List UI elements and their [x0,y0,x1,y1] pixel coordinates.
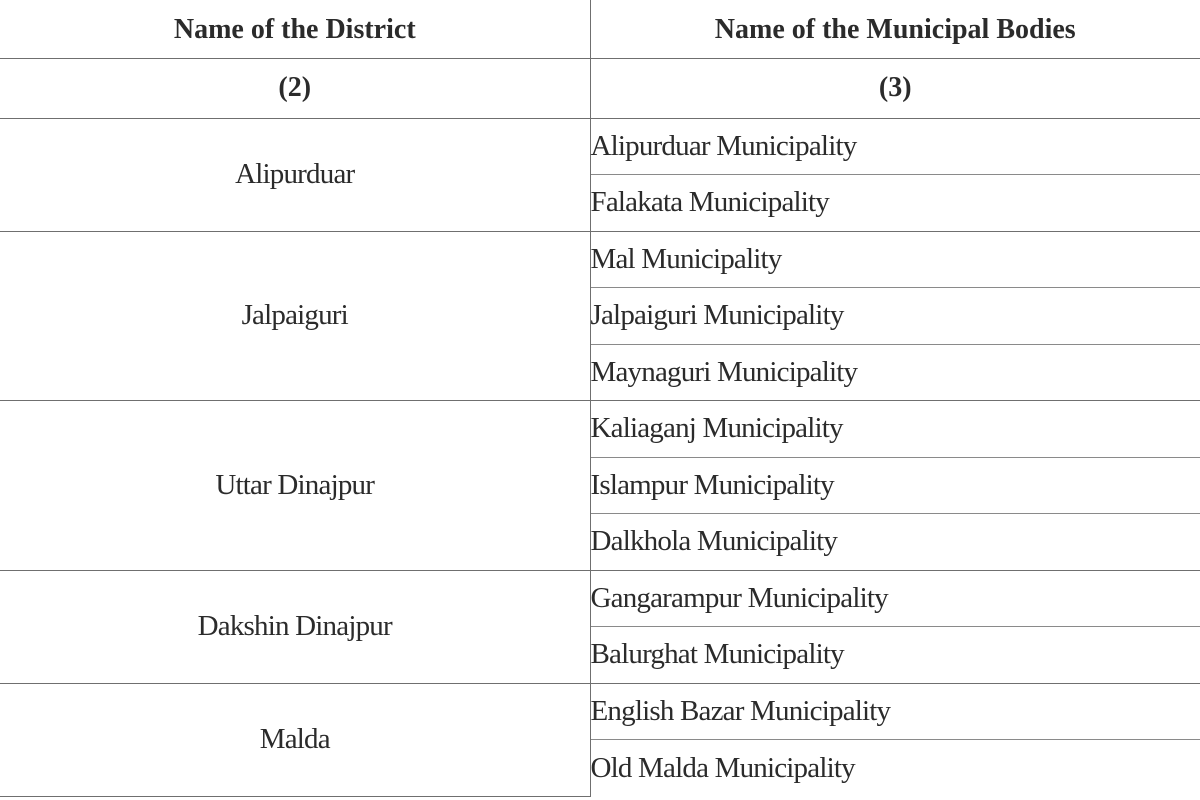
table-row [0,231,1200,288]
column-number-row [0,58,1200,118]
municipal-body-cell: Islampur Municipality [590,457,1200,514]
district-cell: Alipurduar [0,118,590,231]
table-body [0,118,1200,796]
district-cell: Malda [0,683,590,796]
municipal-body-cell: Falakata Municipality [590,175,1200,232]
bodies-column-number: (3) [590,58,1200,118]
municipal-body-cell: Maynaguri Municipality [590,344,1200,401]
municipal-body-cell: Dalkhola Municipality [590,514,1200,571]
table-row [0,570,1200,627]
table-row [0,118,1200,175]
header-row [0,0,1200,58]
table-row [0,401,1200,458]
municipal-body-cell: Old Malda Municipality [590,751,855,784]
district-cell: Dakshin Dinajpur [0,570,590,683]
municipal-body-cell: Alipurduar Municipality [590,118,1200,175]
municipal-body-cell: Gangarampur Municipality [590,570,1200,627]
municipal-body-cell: Balurghat Municipality [590,627,1200,684]
municipal-body-cell: Jalpaiguri Municipality [590,288,1200,345]
district-column-header: Name of the District [0,0,590,58]
bodies-column-header: Name of the Municipal Bodies [590,0,1200,58]
district-cell: Jalpaiguri [0,231,590,401]
table-header [0,0,1200,118]
municipal-body-cell: English Bazar Municipality [590,683,1200,740]
municipal-body-cell: Kaliaganj Municipality [590,401,1200,458]
district-column-number: (2) [0,58,590,118]
table-row [0,683,1200,740]
district-cell: Uttar Dinajpur [0,401,590,571]
municipal-body-cell: Mal Municipality [590,231,1200,288]
